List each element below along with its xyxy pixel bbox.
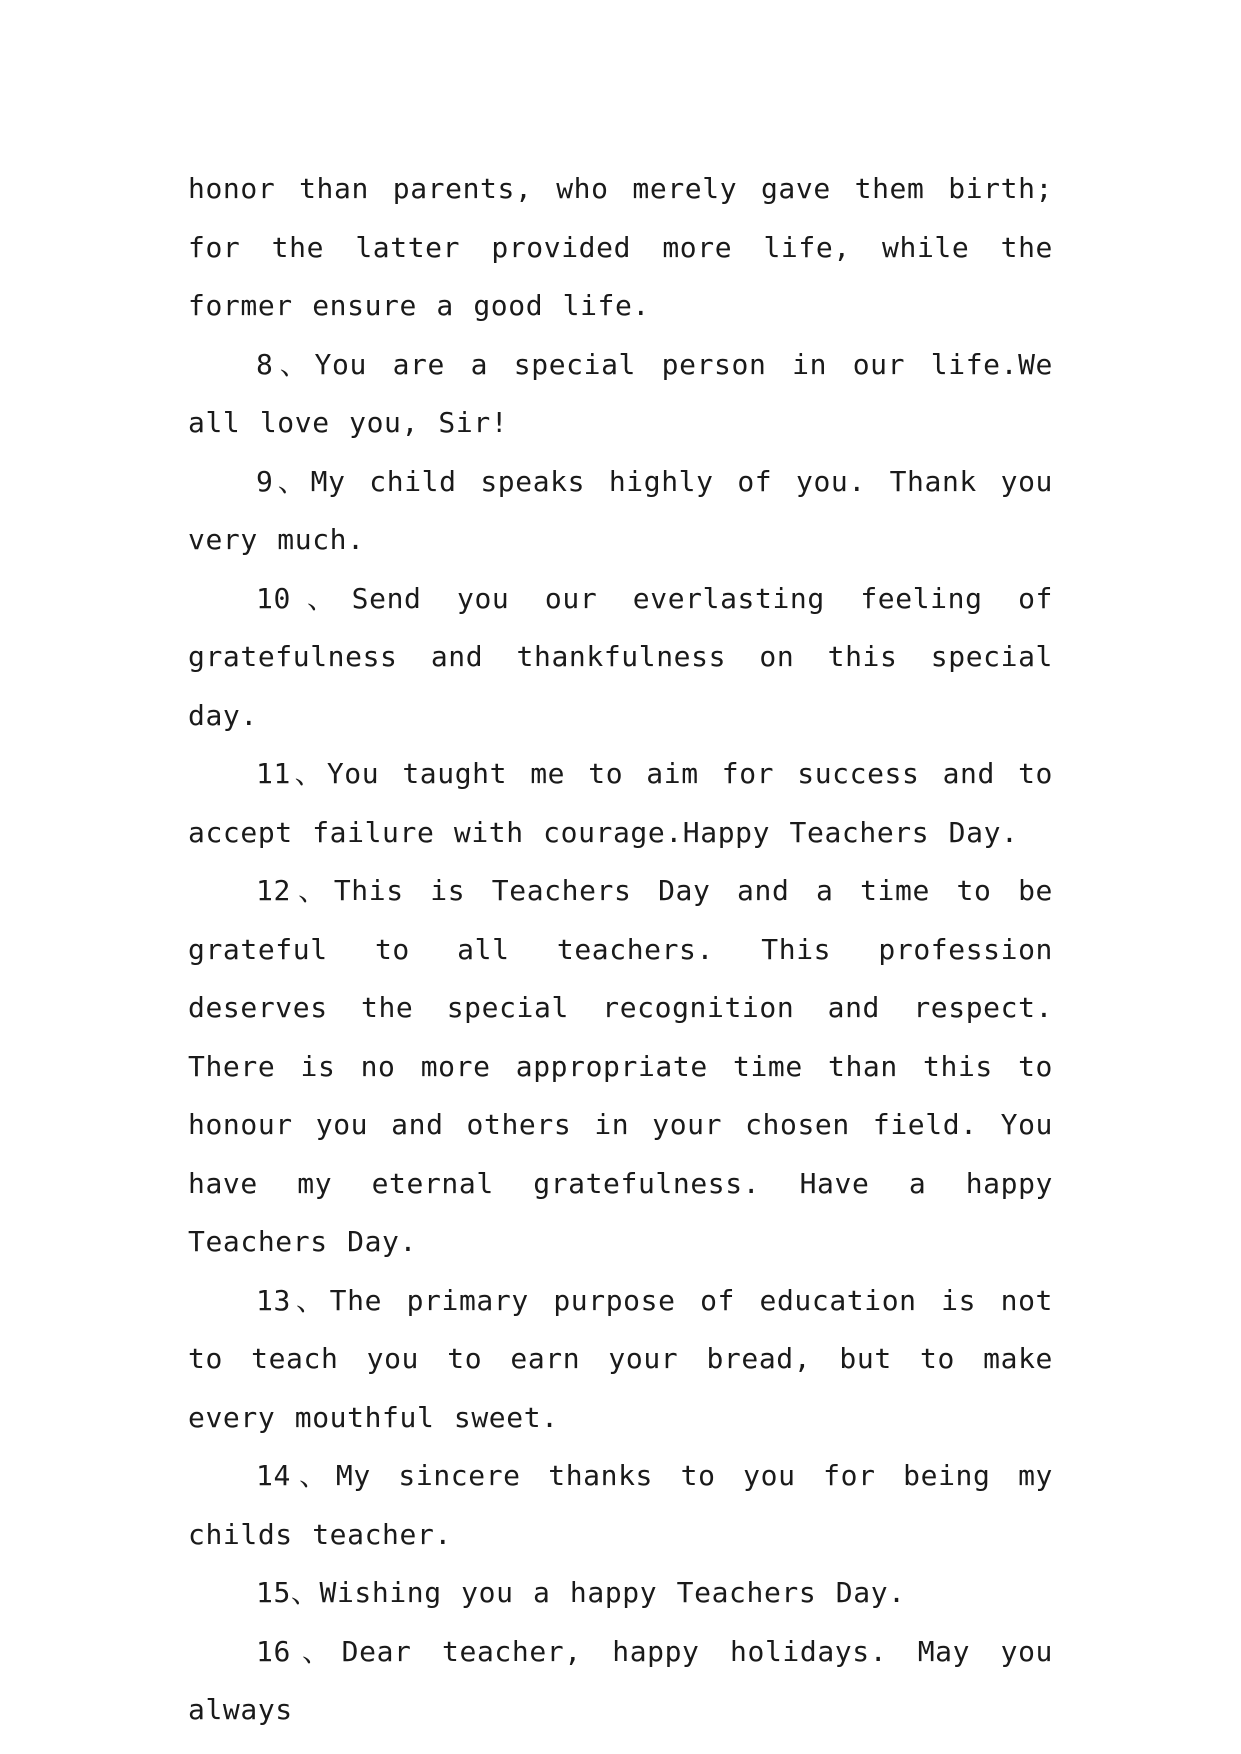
paragraph-item-15: 15、Wishing you a happy Teachers Day. [256,1576,906,1609]
paragraph-item-14: 14、My sincere thanks to you for being my childs teacher. [188,1459,1053,1551]
paragraph-item-16: 16、Dear teacher, happy holidays. May you always [188,1634,1053,1726]
paragraph-item-13: 13、The primary purpose of education is not to teach you to earn your bread, but to make every mouthful sweet. [188,1283,1053,1434]
paragraph-item-11: 11、You taught me to aim for success and to accept failure with courage.Happy Teachers Day. [188,757,1053,849]
paragraph-continued: honor than parents, who merely gave them birth; for the latter provided more life, while the former ensure a good life. [188,172,1053,322]
paragraph-item-8: 8、You are a special person in our life.We all love you, Sir! [188,347,1053,439]
paragraph-item-9: 9、My child speaks highly of you. Thank you very much. [188,464,1053,556]
paragraph-item-10: 10、Send you our everlasting feeling of gratefulness and thankfulness on this special day. [188,581,1053,732]
document-body [188,160,1053,1740]
paragraph-item-12: 12、This is Teachers Day and a time to be grateful to all teachers. This profession deserves the special recognition and respect. There is no more appropriate time than this to honour you and others in your chosen field. You have my eternal gratefulness. Have a happy Teachers Day. [188,874,1053,1258]
